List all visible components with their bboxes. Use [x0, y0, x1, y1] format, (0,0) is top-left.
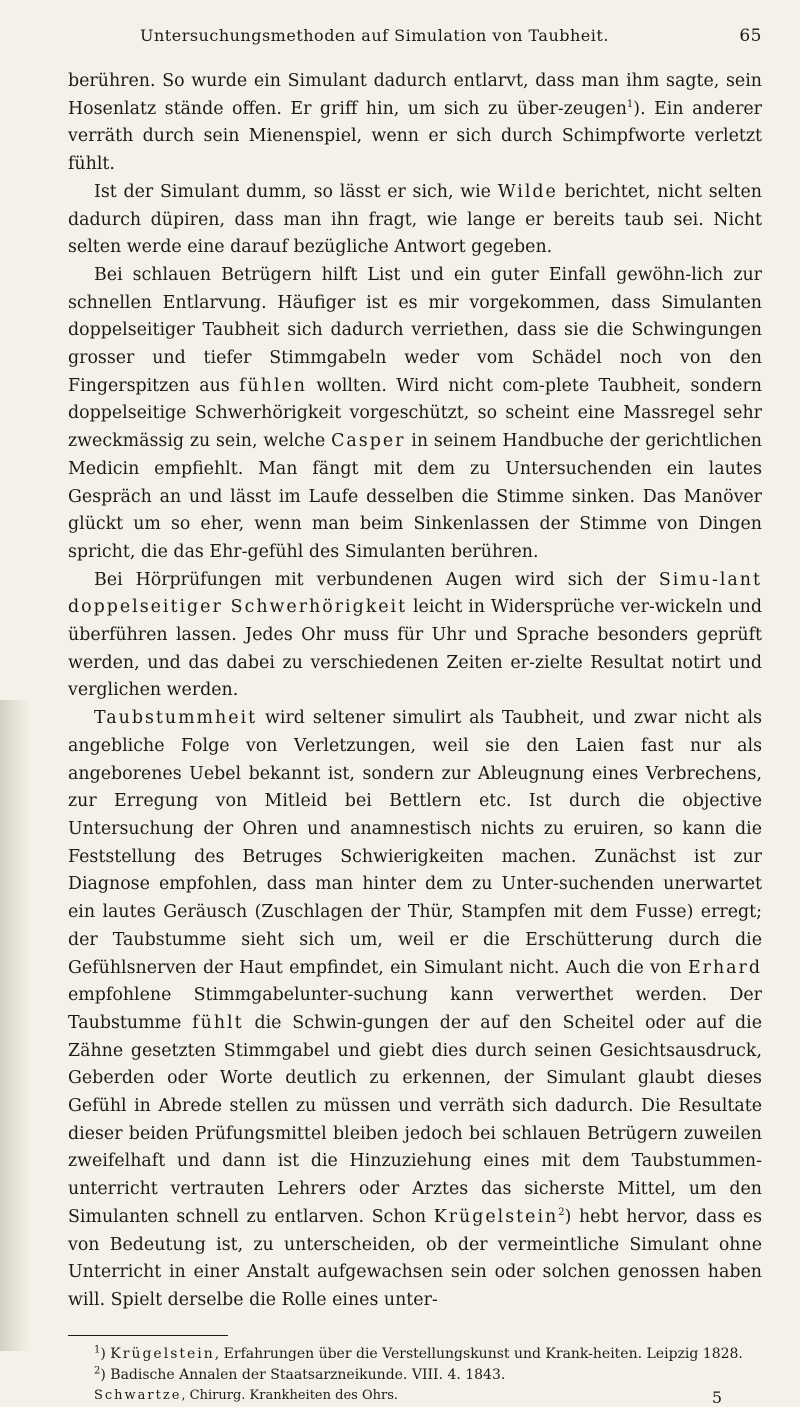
- paragraph-4: [68, 567, 762, 706]
- running-head: [140, 26, 762, 46]
- footer-author: Schwartze: [94, 1387, 182, 1403]
- text-run: wird seltener simulirt als Taubheit, und zwar nicht als angebliche Folge von Verletzungen, weil sie den Laien fast nur als angeborenes Uebel bekannt ist, sondern zur Ableugnung eines Verbrechens, zur Erregung von Mitleid bei Bettlern etc. Ist durch die objective Untersuchung der Ohren und anamnestisch nichts zu eruiren, so kann die Feststellung des Betruges Schwierigkeiten machen. Zunächst ist zur Diagnose empfohlen, dass man hinter dem zu Unter-suchenden unerwartet ein lautes Geräusch (Zuschlagen der Thür, Stampfen mit dem Fusse) erregt; der Taubstumme sieht sich um, weil er die Erschütterung durch die Gefühlsnerven der Haut empfindet, ein Simulant nicht. Auch die von: [68, 708, 762, 978]
- page-number: 65: [739, 26, 762, 46]
- footnote-text: , Erfahrungen über die Verstellungskunst und Krank-heiten. Leipzig 1828.: [214, 1345, 743, 1362]
- footer-source: [94, 1388, 398, 1407]
- name-erhard: Erhard: [687, 957, 762, 978]
- name-kruegelstein: Krügelstein: [433, 1206, 559, 1227]
- footer-text: , Chirurg. Krankheiten des Ohrs.: [181, 1387, 398, 1403]
- text-run: Bei schlauen Betrügern hilft List und ein guter Einfall gewöhn-lich zur schnellen Entlarvung. Häufiger ist es mir vorgekommen, dass Simulanten doppelseitiger Taubheit sich dadurch verriethen, dass sie die Schwingungen grosser und tiefer Stimmgabeln weder vom Schädel noch von den Fingerspitzen aus: [68, 264, 762, 396]
- paragraph-5: [68, 705, 762, 1314]
- emphasis-taubstummheit: Taubstummheit: [94, 708, 258, 729]
- footnotes: [68, 1344, 762, 1386]
- text-run: ) hebt hervor, dass es von Bedeutung ist, zu unterscheiden, ob der vermeintliche Simulant ohne Unterricht in einer Anstalt aufgewachsen sein oder solchen genossen haben will. Spielt derselbe die Rolle eines unter-: [68, 1206, 763, 1310]
- running-title: Untersuchungsmethoden auf Simulation von Taubheit.: [140, 26, 609, 45]
- text-run: in seinem Handbuche der gerichtlichen Medicin empfiehlt. Man fängt mit dem zu Untersuchenden ein lautes Gespräch an und lässt im Laufe desselben die Stimme sinken. Das Manöver glückt um so eher, wenn man beim Sinkenlassen der Stimme von Dingen spricht, die das Ehr-gefühl des Simulanten berühren.: [68, 431, 762, 562]
- text-run: leicht in Widersprüche ver-wickeln und überführen lassen. Jedes Ohr muss für Uhr und Sprache besonders geprüft werden, und das dabei zu verschiedenen Zeiten er-zielte Resultat notirt und verglichen werden.: [68, 597, 762, 701]
- footnote-author: Krügelstein: [110, 1345, 215, 1362]
- paragraph-1: [68, 68, 762, 179]
- footnote-ref-2: 2: [558, 1207, 565, 1219]
- text-run: Ist der Simulant dumm, so lässt er sich, wie: [94, 181, 498, 202]
- paragraph-2: [68, 179, 762, 262]
- footnote-mark: 2: [94, 1364, 101, 1376]
- footnote-ref-1: 1: [626, 98, 634, 110]
- emphasis-fuehlt: fühlt: [192, 1012, 244, 1033]
- page-footer: [68, 1388, 762, 1407]
- text-run: berichtet, nicht selten dadurch düpiren, dass man ihn fragt, wie lange er bereits taub sei. Nicht selten werde eine darauf bezügliche Antwort gegeben.: [68, 181, 762, 258]
- signature-mark: 5: [711, 1387, 722, 1407]
- emphasis-fuehlen: fühlen: [239, 375, 308, 396]
- name-wilde: Wilde: [497, 181, 558, 202]
- text-run: berühren. So wurde ein Simulant dadurch entlarvt, dass man ihm sagte, sein Hosenlatz stände offen. Er griff hin, um sich zu über-zeugen: [68, 71, 762, 119]
- name-casper: Casper: [331, 431, 406, 452]
- footnote-1: $^1$) Krügelstein, Erfahrungen über die Verstellungskunst und Krank-heiten. Leipzig 1828.: [94, 1343, 743, 1362]
- text-run: Bei Hörprüfungen mit verbundenen Augen wird sich der: [94, 569, 659, 590]
- text-run: die Schwin-gungen der auf den Scheitel oder auf die Zähne gesetzten Stimmgabel und giebt dies durch seinen Gesichtsausdruck, Geberden oder Worte deutlich zu erkennen, der Simulant glaubt dieses Gefühl in Abrede stellen zu müssen und verräth sich dadurch. Die Resultate dieser beiden Prüfungsmittel bleiben jedoch bei schlauen Betrügern zuweilen zweifelhaft und dann ist die Hinzuziehung eines mit dem Taubstummen-unterricht vertrauten Lehrers oder Arztes das sicherste Mittel, um den Simulanten schnell zu entlarven. Schon: [68, 1012, 762, 1227]
- footnote-rule: [68, 1335, 228, 1336]
- footnote-mark: 1: [94, 1343, 101, 1355]
- footnote-2: $^2$) Badische Annalen der Staatsarzneikunde. VIII. 4. 1843.: [94, 1364, 506, 1383]
- body-text: [68, 68, 762, 1315]
- footnote-text: Badische Annalen der Staatsarzneikunde. VIII. 4. 1843.: [110, 1366, 506, 1383]
- emphasis-simulant: Simu-lant doppelseitiger Schwerhörigkeit: [68, 569, 762, 618]
- text-run: wollten. Wird nicht com-plete Taubheit, sondern doppelseitige Schwerhörigkeit vorgeschützt, so scheint eine Massregel sehr zweckmässig zu sein, welche: [68, 375, 762, 452]
- text-run: ). Ein anderer verräth durch sein Mienenspiel, wenn er sich durch Schimpfworte verletzt fühlt.: [68, 98, 762, 175]
- binding-shadow: [0, 700, 30, 1351]
- paragraph-3: [68, 262, 762, 567]
- text-run: empfohlene Stimmgabelunter-suchung kann verwerthet werden. Der Taubstumme: [68, 985, 762, 1033]
